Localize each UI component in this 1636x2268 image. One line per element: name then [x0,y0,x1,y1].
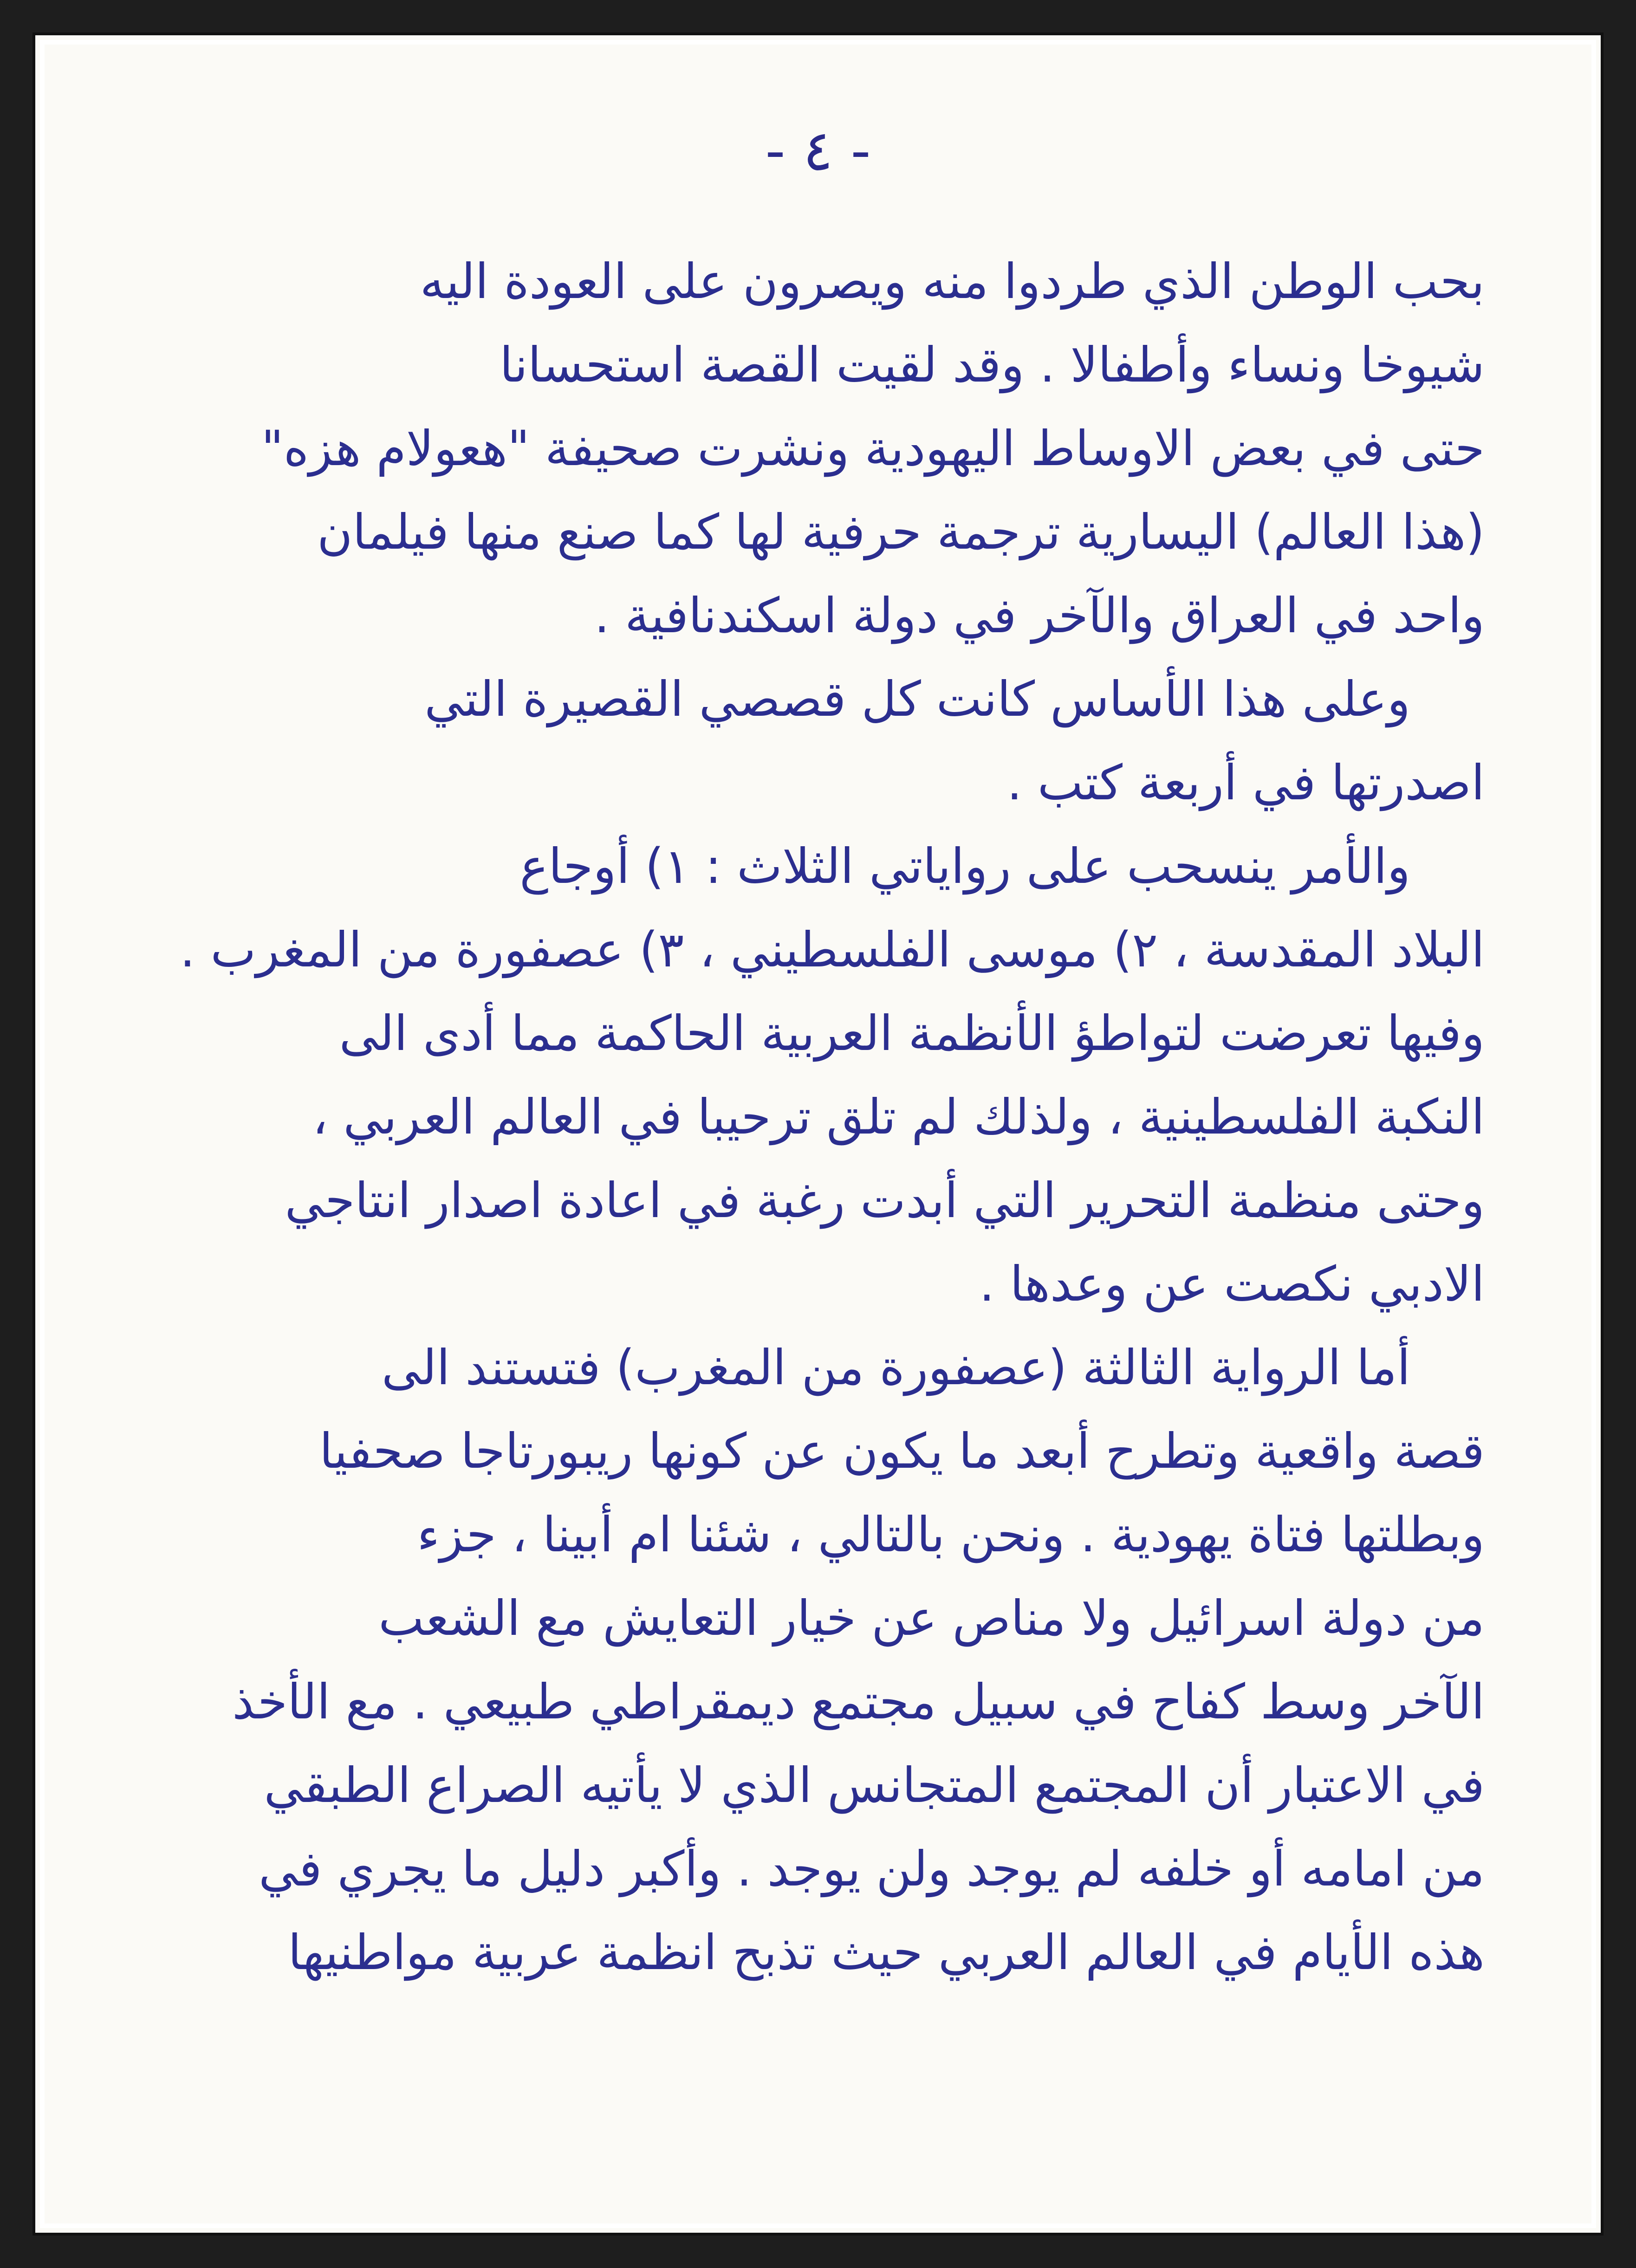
text-line: اصدرتها في أربعة كتب . [1006,754,1485,811]
text-line: حتى في بعض الاوساط اليهودية ونشرت صحيفة "هعولام هزه" [261,420,1485,477]
text-line: وحتى منظمة التحرير التي أبدت رغبة في اعادة اصدار انتاجي [285,1172,1485,1229]
text-line: هذه الأيام في العالم العربي حيث تذبح انظمة عربية مواطنيها [288,1924,1485,1981]
text-line: (هذا العالم) اليسارية ترجمة حرفية لها كما صنع منها فيلمان [317,504,1485,560]
text-line: وفيها تعرضت لتواطؤ الأنظمة العربية الحاكمة مما أدى الى [339,1005,1485,1062]
text-line: شيوخا ونساء وأطفالا . وقد لقيت القصة استحسانا [500,337,1485,393]
text-line: في الاعتبار أن المجتمع المتجانس الذي لا يأتيه الصراع الطبقي [264,1757,1485,1814]
text-line: من امامه أو خلفه لم يوجد ولن يوجد . وأكبر دليل ما يجري في [259,1840,1485,1897]
text-line: والأمر ينسحب على رواياتي الثلاث : ١) أوجاع [519,838,1410,894]
text-line: واحد في العراق والآخر في دولة اسكندنافية . [594,587,1485,644]
text-line: بحب الوطن الذي طردوا منه ويصرون على العودة اليه [420,253,1485,310]
text-line: النكبة الفلسطينية ، ولذلك لم تلق ترحيبا في العالم العربي ، [312,1089,1485,1145]
handwritten-text-body [147,240,1485,1994]
text-line: وعلى هذا الأساس كانت كل قصصي القصيرة التي [424,671,1410,727]
text-line: البلاد المقدسة ، ٢) موسى الفلسطيني ، ٣) عصفورة من المغرب . [180,921,1485,978]
text-line: من دولة اسرائيل ولا مناص عن خيار التعايش مع الشعب [378,1590,1485,1646]
text-line: وبطلتها فتاة يهودية . ونحن بالتالي ، شئنا ام أبينا ، جزء [417,1506,1485,1563]
text-line: الادبي نكصت عن وعدها . [979,1256,1485,1312]
text-line: أما الرواية الثالثة (عصفورة من المغرب) فتستند الى [382,1339,1410,1396]
document-page [32,32,1604,2236]
text-line: قصة واقعية وتطرح أبعد ما يكون عن كونها ريبورتاجا صحفيا [319,1423,1485,1479]
page-number: - ٤ - [765,119,871,183]
text-line: الآخر وسط كفاح في سبيل مجتمع ديمقراطي طبيعي . مع الأخذ [232,1673,1485,1730]
